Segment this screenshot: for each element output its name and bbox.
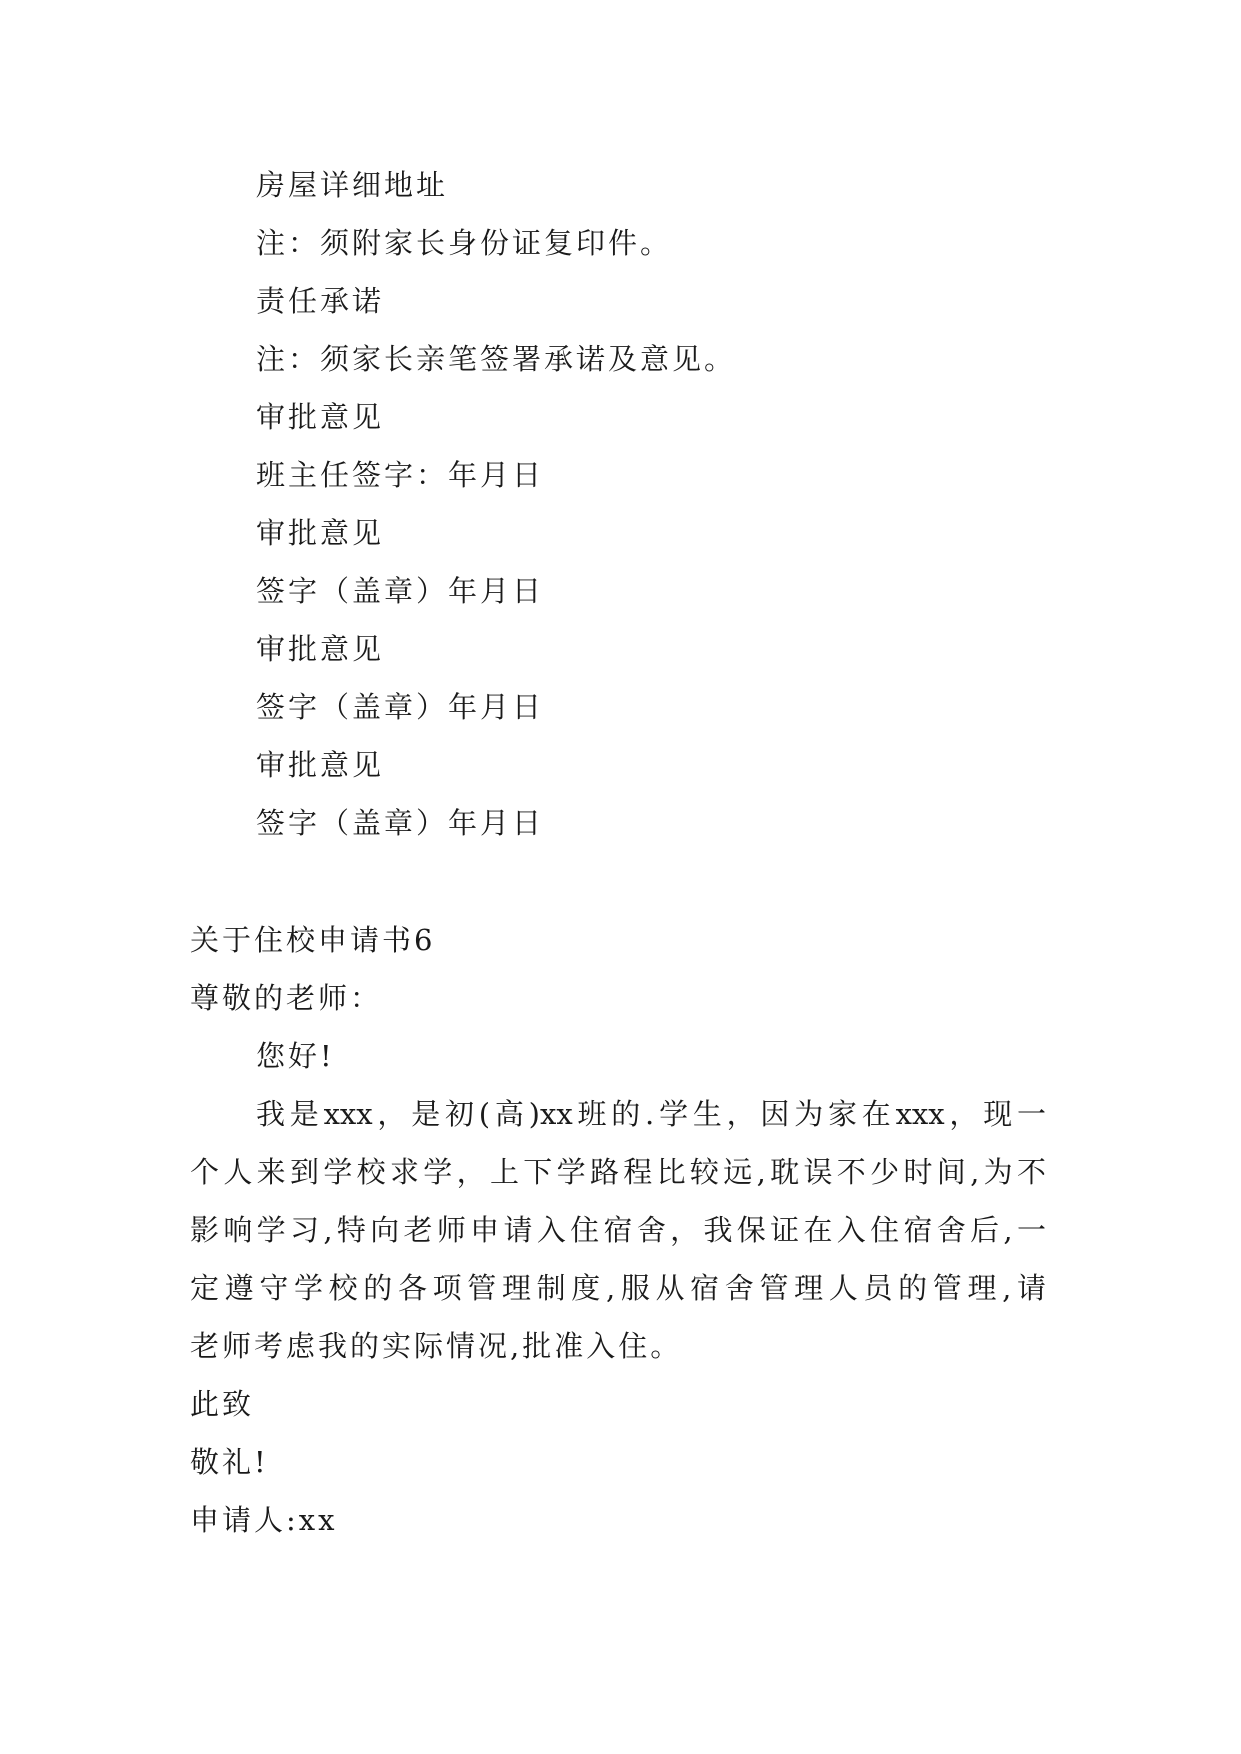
form-line-note-parent-sign: 注：须家长亲笔签署承诺及意见。 xyxy=(256,342,737,376)
letter-body-line: 定遵守学校的各项管理制度,服从宿舍管理人员的管理,请 xyxy=(190,1271,1046,1305)
letter-title: 关于住校申请书6 xyxy=(190,923,436,957)
form-line-approval-4: 审批意见 xyxy=(256,748,385,782)
letter-body-line: 我是xxx，是初(高)xx班的.学生，因为家在xxx，现一 xyxy=(256,1097,1046,1131)
letter-body-line: 个人来到学校求学，上下学路程比较远,耽误不少时间,为不 xyxy=(190,1155,1046,1189)
form-line-teacher-sign: 班主任签字：年月日 xyxy=(256,458,545,492)
form-line-approval-2: 审批意见 xyxy=(256,516,385,550)
letter-signature: 申请人:xx xyxy=(190,1503,338,1537)
letter-body-line: 影响学习,特向老师申请入住宿舍，我保证在入住宿舍后,一 xyxy=(190,1213,1046,1247)
form-line-address: 房屋详细地址 xyxy=(256,168,449,202)
form-line-sign-seal-3: 签字（盖章）年月日 xyxy=(256,806,545,840)
form-line-sign-seal-1: 签字（盖章）年月日 xyxy=(256,574,545,608)
letter-salutation: 尊敬的老师： xyxy=(190,981,383,1015)
form-line-approval-1: 审批意见 xyxy=(256,400,385,434)
form-line-approval-3: 审批意见 xyxy=(256,632,385,666)
letter-greeting: 您好! xyxy=(256,1039,335,1073)
form-line-note-id-copy: 注：须附家长身份证复印件。 xyxy=(256,226,673,260)
form-line-sign-seal-2: 签字（盖章）年月日 xyxy=(256,690,545,724)
letter-closing-cizhi: 此致 xyxy=(190,1387,255,1421)
letter-body-line: 老师考虑我的实际情况,批准入住。 xyxy=(190,1329,683,1363)
form-line-responsibility: 责任承诺 xyxy=(256,284,385,318)
letter-closing-jingli: 敬礼! xyxy=(190,1445,269,1479)
